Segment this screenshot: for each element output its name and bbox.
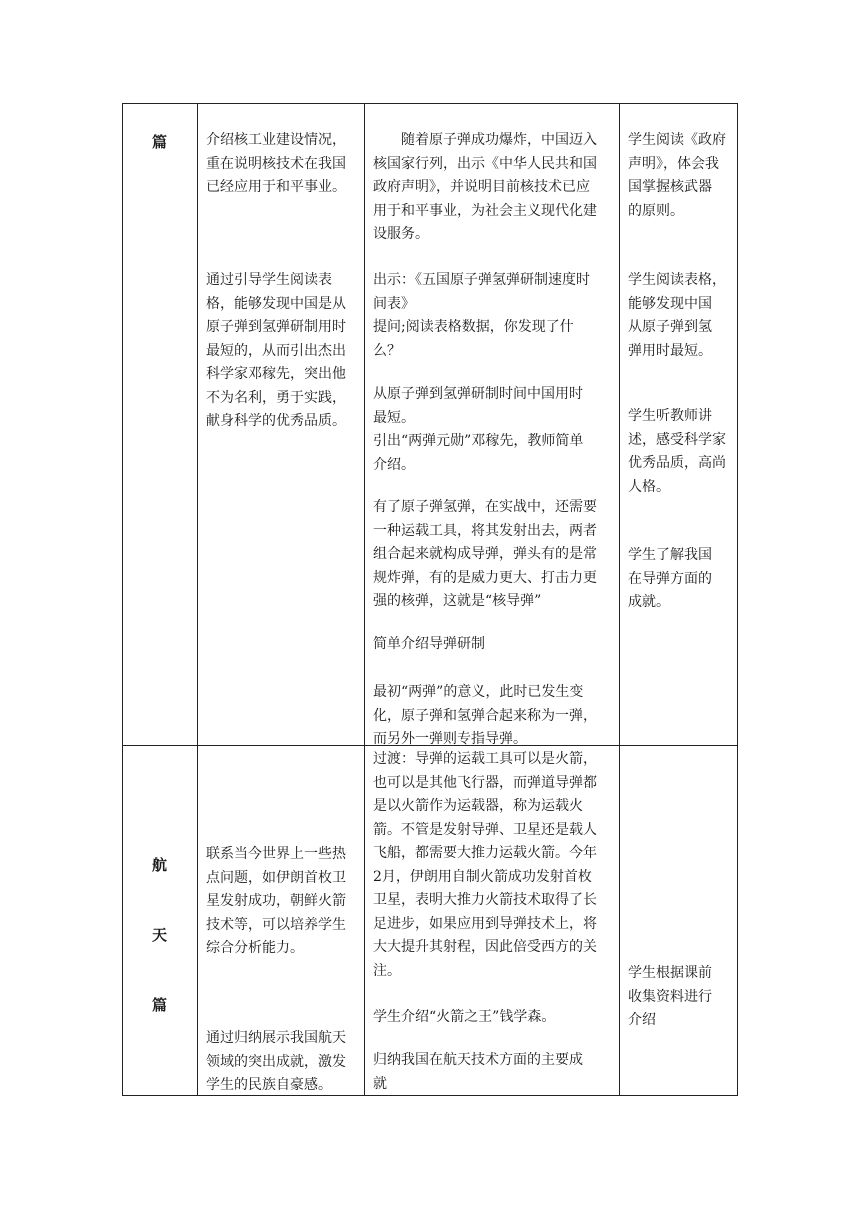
column-divider-3 [619,103,620,1096]
row1-student-3: 学生听教师讲 述，感受科学家 优秀品质，高尚 人格。 [628,408,726,495]
row2-activity-3: 归纳我国在航天技术方面的主要成 就 [373,1052,583,1092]
row1-objective-2: 通过引导学生阅读表 格，能够发现中国是从 原子弹到氢弹研制用时 最短的，从而引出杰出 科学家邓稼先，突出他 不为名利，勇于实践， 献身科学的优秀品质。 [206,272,346,429]
row1-activity-5: 简单介绍导弹研制 [373,636,485,652]
row1-activity-6: 最初“两弹”的意义，此时已发生变 化，原子弹和氢弹合起来称为一弹， 而另外一弹则专指导弹。 [373,684,597,747]
row2-activity-1: 过渡：导弹的运载工具可以是火箭， 也可以是其他飞行器，而弹道导弹都 是以火箭作为运载器，称为运载火 箭。不管是发射导弹、卫星还是载人 飞船，都需要大推力运载火箭。今年 2月，伊朗用自制火箭成功发射首枚 卫星，表明大推力火箭技术取得了长 足进步，如果应用到导弹技术上，将 大大提升其射程，因此倍受西方的关 注。 [373,751,597,979]
section-label-row2-char2: 天 [151,926,167,944]
row1-objective-1: 介绍核工业建设情况， 重在说明核技术在我国 已经应用于和平事业。 [206,132,346,195]
row1-student-2: 学生阅读表格， 能够发现中国 从原子弹到氢 弹用时最短。 [628,272,726,359]
column-divider-2 [364,103,365,1096]
row1-activity-3: 从原子弹到氢弹研制时间中国用时 最短。 引出“两弹元勋”邓稼先，教师简单 介绍。 [373,386,584,473]
section-label-row2-char3: 篇 [151,996,167,1014]
section-label-row1: 篇 [151,133,167,151]
lesson-table [122,103,738,1096]
table-border-left [122,103,123,1096]
row1-activity-1: 随着原子弹成功爆炸，中国迈入 核国家行列，出示《中华人民共和国 政府声明》，并说明目前核技术已应 用于和平事业，为社会主义现代化建 设服务。 [373,132,597,242]
column-divider-1 [197,103,198,1096]
section-label-row2-char1: 航 [151,856,167,874]
row1-student-1: 学生阅读《政府 声明》，体会我 国掌握核武器 的原则。 [628,132,726,219]
row2-objective-2: 通过归纳展示我国航天 领域的突出成就，激发 学生的民族自豪感。 [206,1030,346,1093]
row2-objective-1: 联系当今世界上一些热 点问题，如伊朗首枚卫 星发射成功，朝鲜火箭 技术等，可以培养学生 综合分析能力。 [206,846,346,956]
row1-activity-4: 有了原子弹氢弹，在实战中，还需要 一种运载工具，将其发射出去，两者 组合起来就构成导弹，弹头有的是常 规炸弹，有的是威力更大、打击力更 强的核弹，这就是“核导弹” [373,499,597,609]
table-border-top [122,103,738,104]
row1-activity-2: 出示：《五国原子弹氢弹研制速度时 间表》 提问;阅读表格数据，你发现了什 么？ [373,272,590,359]
row2-activity-2: 学生介绍“火箭之王”钱学森。 [373,1009,556,1025]
table-border-right [737,103,738,1096]
row1-student-4: 学生了解我国 在导弹方面的 成就。 [628,547,712,610]
row2-student-1: 学生根据课前 收集资料进行 介绍 [628,965,712,1028]
